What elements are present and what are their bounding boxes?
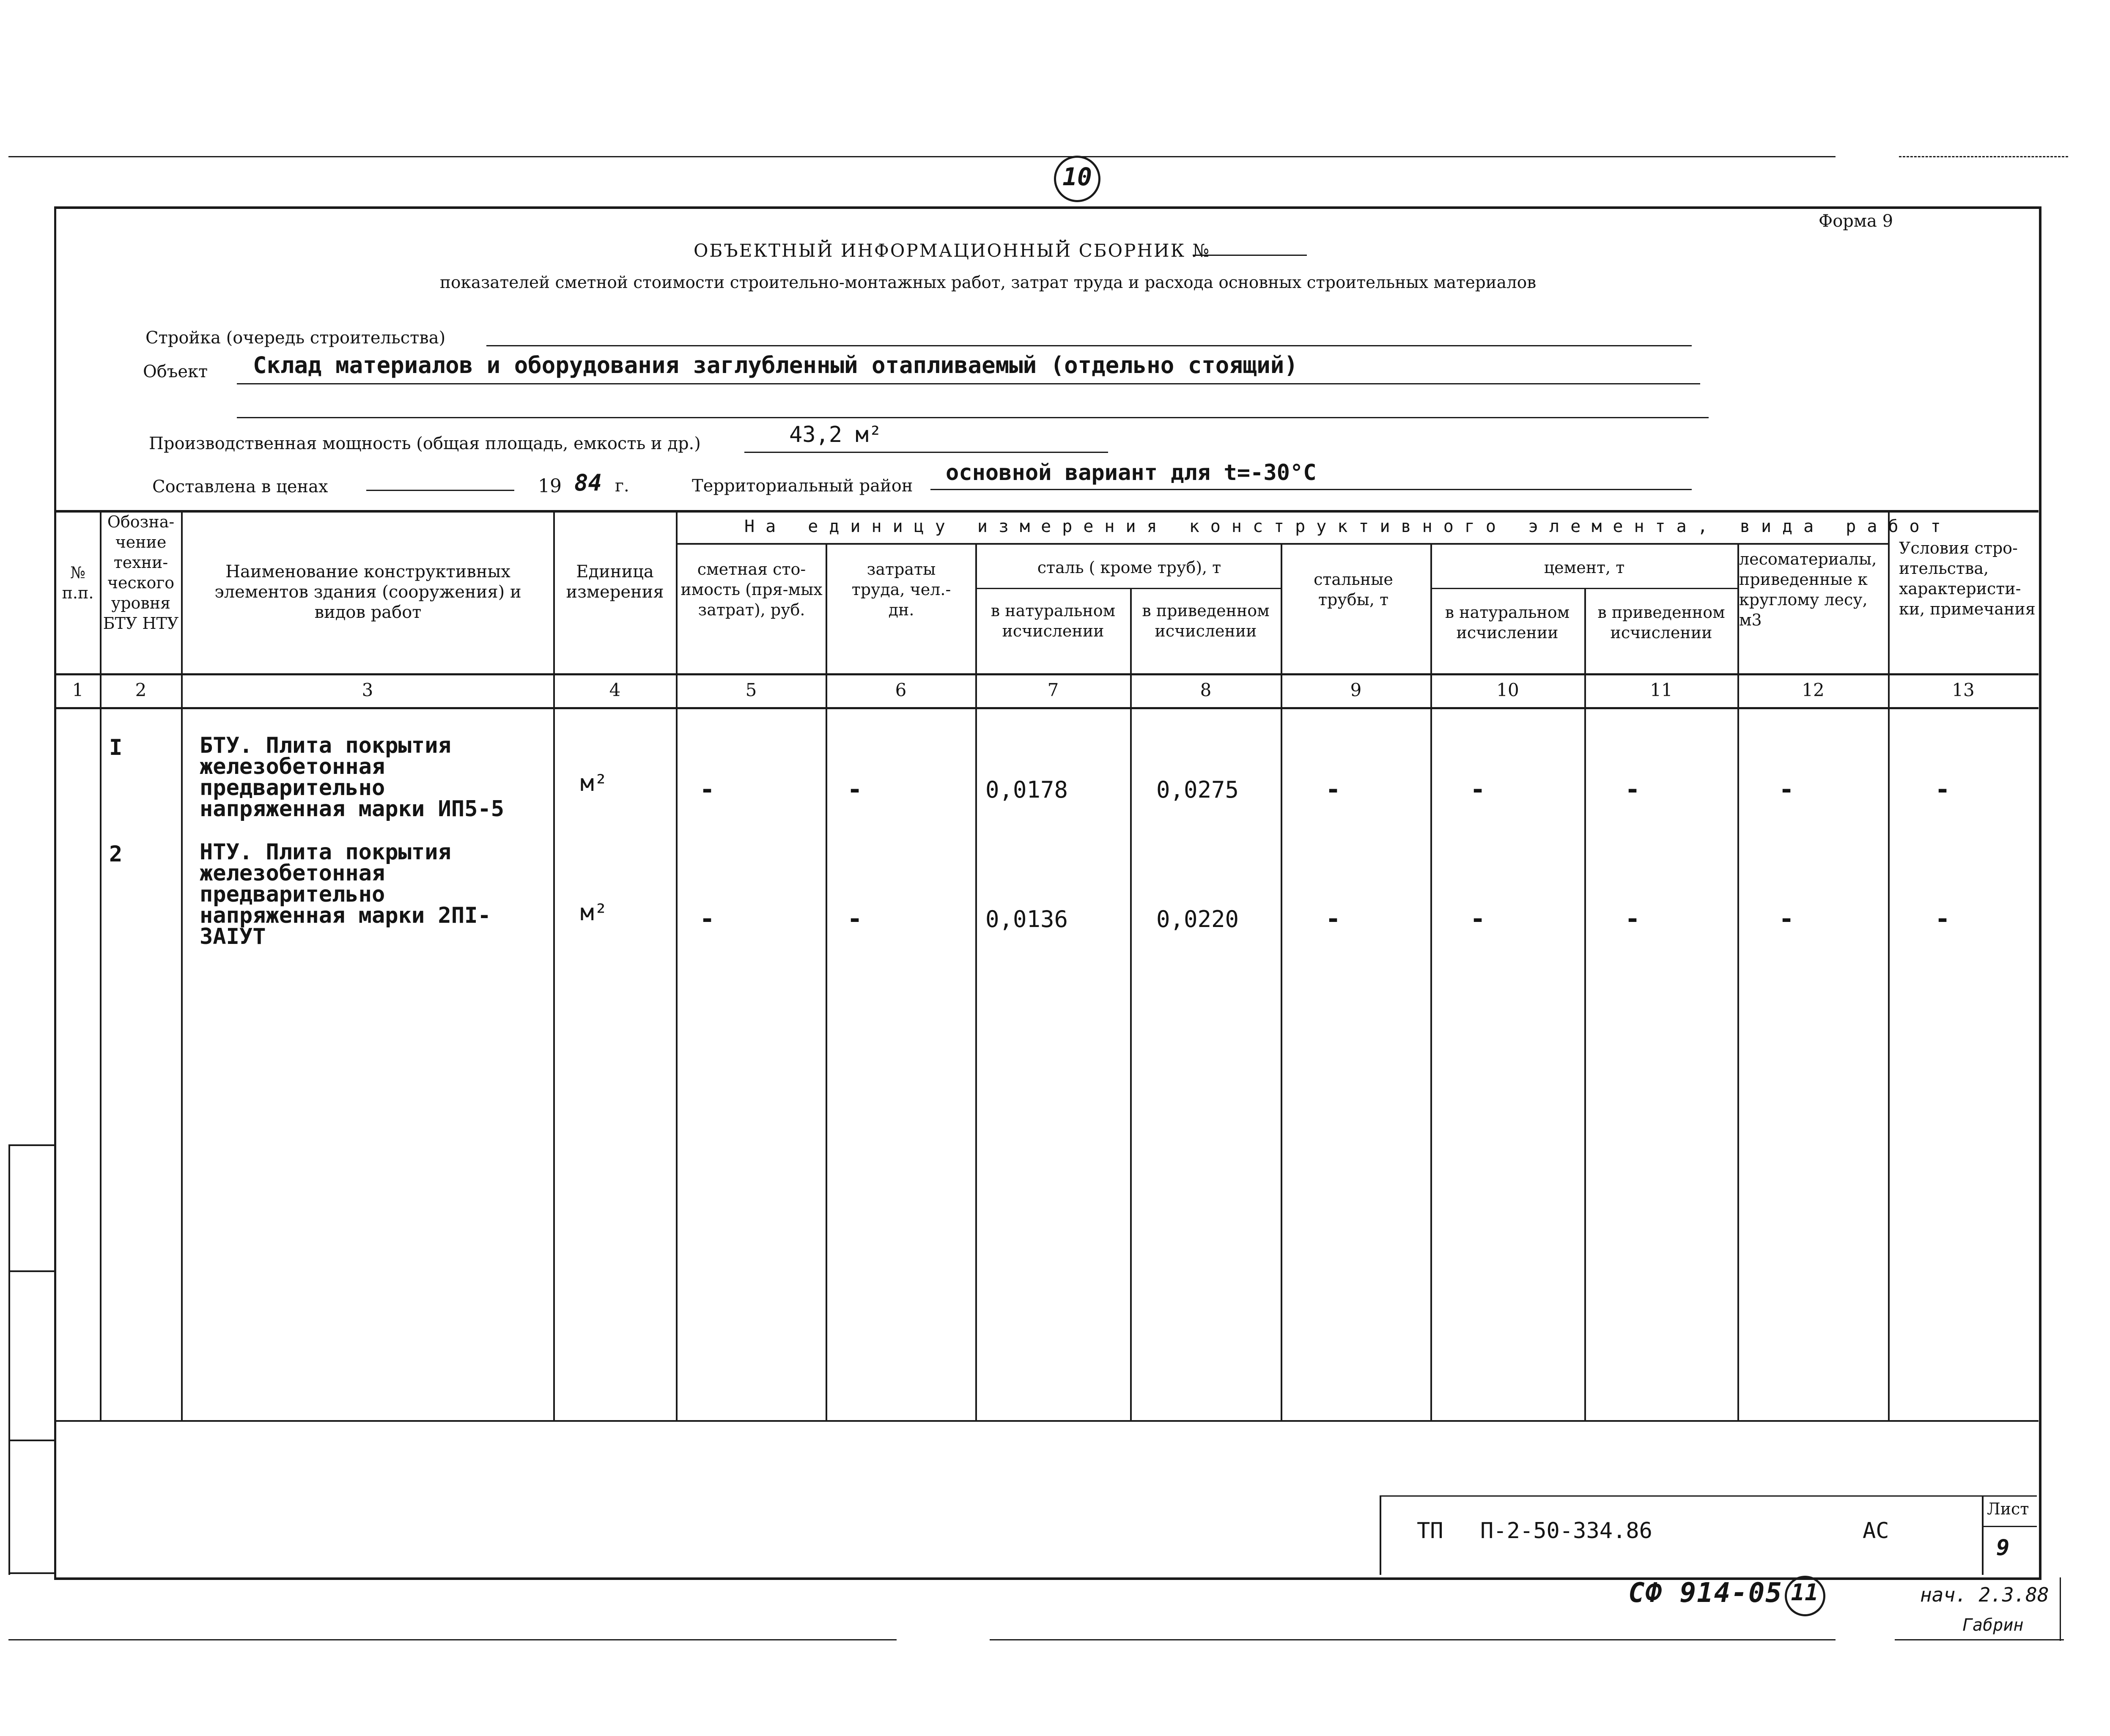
col-divider (1888, 510, 1890, 1420)
object-label: Объект (143, 362, 208, 381)
col-number: 6 (895, 680, 907, 700)
row-1-c6: - (847, 775, 863, 804)
row-1-c9: - (1325, 775, 1341, 804)
document-title: ОБЪЕКТНЫЙ ИНФОРМАЦИОННЫЙ СБОРНИК № (694, 240, 1211, 261)
header-col-8: в приведенном исчислении (1142, 601, 1270, 640)
row-2-c10: - (1470, 904, 1486, 934)
col-number: 10 (1496, 680, 1519, 700)
right-cut-line (2060, 1577, 2061, 1641)
row-1-c13: - (1934, 775, 1951, 804)
row-2-unit: м² (580, 899, 608, 926)
prices-line (366, 490, 514, 491)
binding-bottom (8, 1572, 56, 1574)
col-number: 12 (1802, 680, 1825, 700)
header-col-5: сметная сто-имость (пря-мых затрат), руб. (680, 560, 823, 619)
document-subtitle: показателей сметной стоимости строительно-монтажных работ, затрат труда и расхода основных строительных материалов (440, 273, 1537, 292)
col-number: 9 (1350, 680, 1362, 700)
row-2-c9: - (1325, 904, 1341, 934)
header-steel: сталь ( кроме труб), т (1037, 558, 1221, 577)
binding-mark (8, 1270, 54, 1272)
row-1-c5: - (699, 775, 715, 804)
stamp-sheet-number: 9 (1996, 1535, 2010, 1560)
binding-mark (8, 1144, 54, 1146)
header-col-10: в натуральном исчислении (1445, 603, 1570, 642)
col-divider (826, 543, 827, 1420)
stamp-sheet-line (1982, 1526, 2037, 1527)
col-divider (181, 510, 183, 1420)
col-number: 13 (1952, 680, 1975, 700)
capacity-value: 43,2 м² (789, 422, 882, 447)
col-number: 4 (609, 680, 621, 700)
col-divider (1130, 588, 1132, 1420)
row-1-unit: м² (580, 770, 608, 796)
group-header: На единицу измерения конструктивного элемента, вида работ (744, 517, 1952, 536)
row-2-c13: - (1934, 904, 1951, 934)
col-divider (553, 510, 555, 1420)
capacity-line (744, 452, 1108, 453)
object-value: Склад материалов и оборудования заглубленный отапливаемый (отдельно стоящий) (253, 352, 1298, 378)
construction-line (486, 345, 1692, 346)
archive-number: 11 (1791, 1579, 1819, 1606)
region-value: основной вариант для t=-30°С (946, 460, 1317, 485)
stamp-section: АС (1863, 1518, 1889, 1544)
stamp-top-line (1380, 1495, 2037, 1497)
stamp-left (1380, 1495, 1381, 1575)
table-bottom-line (54, 1420, 2039, 1422)
table-top-line (54, 510, 2039, 513)
col-number-line (54, 707, 2039, 709)
row-1-c7: 0,0178 (985, 776, 1068, 803)
col-divider (1737, 543, 1739, 1420)
header-col-12: лесоматериалы, приведенные к круглому лесу, м3 (1739, 550, 1877, 629)
stamp-tp: ТП (1417, 1518, 1443, 1544)
year-value: 84 (574, 469, 602, 496)
region-line (930, 489, 1692, 490)
capacity-label: Производственная мощность (общая площадь, емкость и др.) (149, 434, 701, 453)
row-2-c6: - (847, 904, 863, 934)
header-col-4: Единица измерения (566, 562, 664, 602)
handwritten-note: нач. 2.3.88 (1920, 1583, 2049, 1606)
header-col-9: стальные трубы, т (1314, 570, 1393, 609)
group-header-line (677, 543, 1890, 545)
col-number: 7 (1047, 680, 1059, 700)
handwritten-signature: Габрин (1962, 1615, 2024, 1635)
subgroup-line (976, 588, 1282, 589)
stamp-sheet-left (1982, 1495, 1984, 1575)
row-1-name: БТУ. Плита покрытия железобетонная предварительно напряженная марки ИП5-5 (200, 733, 505, 822)
col-number: 5 (745, 680, 757, 700)
title-number-line (1193, 255, 1307, 256)
row-2-c12: - (1778, 904, 1794, 934)
row-1-c11: - (1624, 775, 1641, 804)
bottom-cut-line-2 (990, 1639, 1836, 1640)
col-divider (1430, 543, 1432, 1420)
year-suffix: г. (615, 476, 629, 496)
row-2-name: НТУ. Плита покрытия железобетонная предварительно напряженная марки 2ПI-3АIУТ (200, 839, 491, 949)
row-2-c7: 0,0136 (985, 906, 1068, 932)
header-col-3: Наименование конструктивных элементов здания (сооружения) и видов работ (214, 562, 521, 622)
row-2-c5: - (699, 904, 715, 934)
row-2-level: 2 (109, 842, 123, 867)
header-col-1: № п.п. (62, 563, 94, 602)
bottom-cut-line (8, 1639, 897, 1640)
row-1-level: I (109, 735, 123, 760)
prices-label: Составлена в ценах (152, 477, 328, 496)
col-number: 3 (362, 680, 373, 700)
col-number: 11 (1650, 680, 1673, 700)
region-label: Территориальный район (692, 476, 913, 496)
header-col-13: Условия стро-ительства, характеристи-ки, примечания (1899, 539, 2036, 618)
stamp-code: П-2-50-334.86 (1480, 1518, 1652, 1544)
col-number: 2 (135, 680, 147, 700)
form-label: Форма 9 (1819, 211, 1893, 231)
col-divider (676, 510, 678, 1420)
header-col-11: в приведенном исчислении (1597, 603, 1725, 642)
col-divider (100, 510, 102, 1420)
object-line (237, 383, 1700, 384)
construction-label: Стройка (очередь строительства) (145, 328, 446, 348)
header-col-6: затраты труда, чел.-дн. (851, 560, 951, 619)
row-1-c12: - (1778, 775, 1794, 804)
row-2-c11: - (1624, 904, 1641, 934)
year-prefix: 19 (538, 475, 562, 497)
col-divider (975, 543, 977, 1420)
row-2-c8: 0,0220 (1156, 906, 1239, 932)
binding-line (8, 1144, 10, 1575)
binding-mark (8, 1440, 54, 1441)
top-cut-line-right (1899, 156, 2068, 157)
col-divider (1281, 543, 1282, 1420)
archive-code: СФ 914-05 (1628, 1577, 1783, 1609)
top-cut-line (8, 156, 1836, 157)
col-number: 1 (72, 680, 84, 700)
header-bottom-line (54, 673, 2039, 675)
row-1-c8: 0,0275 (1156, 776, 1239, 803)
page-number: 10 (1062, 162, 1092, 191)
header-col-7: в натуральном исчислении (991, 601, 1116, 640)
bottom-cut-line-3 (1895, 1639, 2064, 1640)
header-cement: цемент, т (1544, 558, 1625, 577)
stamp-sheet-label: Лист (1987, 1500, 2029, 1518)
col-number: 8 (1200, 680, 1212, 700)
header-col-2: Обозна-чение техни-ческого уровня БТУ НТУ (103, 513, 179, 633)
row-1-c10: - (1470, 775, 1486, 804)
object-line-2 (237, 417, 1709, 418)
col-divider (1584, 588, 1586, 1420)
